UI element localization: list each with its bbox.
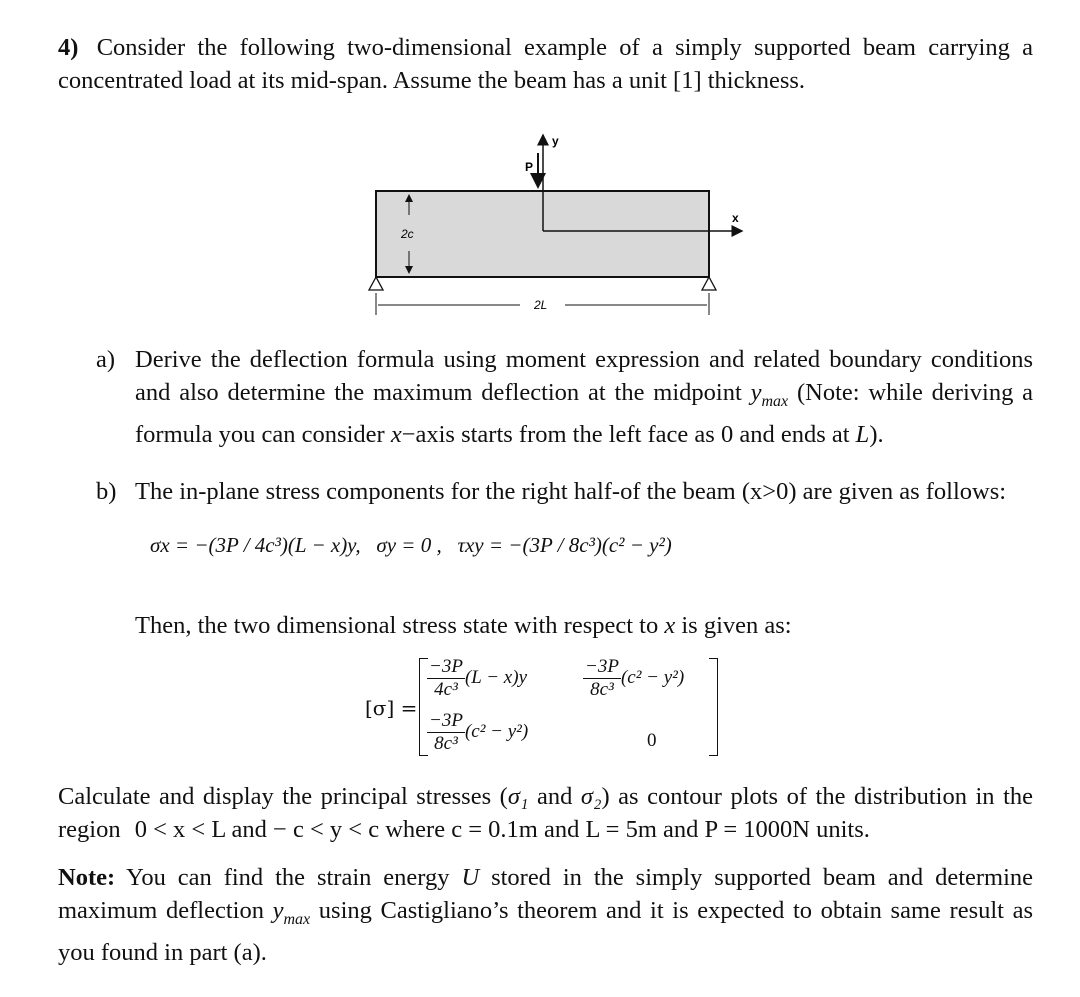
m21-tail: (c² − y²) <box>464 720 529 742</box>
m11-tail: (L − x)y <box>464 666 528 688</box>
m11-den: 4c³ <box>434 679 458 700</box>
problem-intro-text: Consider the following two-dimensional example of a simply supported beam carrying a concentrated load at its mid-span. Assume the beam has a unit [1] thickness. <box>58 34 1033 94</box>
part-b-text: The in-plane stress components for the right half-of the beam (x>0) are given as follows: <box>135 478 1007 505</box>
calc-and: and <box>536 783 573 810</box>
part-a <box>96 343 1033 451</box>
stress-matrix <box>365 656 725 758</box>
calc-text2: ) as contour plots of the distribution in the region <box>58 783 1034 843</box>
y-axis-label: y <box>552 134 559 148</box>
ymax-symbol: y <box>750 379 762 406</box>
calc-region: 0 < x < L and − c < y < c where c = 0.1m and L = 5m and P = 1000N units. <box>134 816 870 843</box>
note-text1: You can find the strain energy <box>126 864 450 891</box>
calc-sigma1: σ₁ <box>507 783 529 810</box>
note-ymax-symbol: y <box>272 897 284 924</box>
ymax-subscript: max <box>761 392 789 410</box>
part-a-note-mid: −axis starts from the left face as 0 and ends at <box>401 420 850 448</box>
then-end: is given as: <box>681 612 792 639</box>
calc-text1: Calculate and display the principal stresses ( <box>58 783 508 810</box>
note-label: Note: <box>58 864 116 891</box>
part-a-note-start: (Note: while deriving a formula you can consider <box>135 379 1034 448</box>
calc-sigma2: σ₂ <box>580 783 602 810</box>
part-a-label: a) <box>96 346 116 373</box>
m21-num: −3P <box>429 710 463 731</box>
then-text: Then, the two dimensional stress state with respect to <box>135 612 659 639</box>
load-label: P <box>525 160 534 174</box>
part-b-label: b) <box>96 478 117 505</box>
m12-den: 8c³ <box>590 679 614 700</box>
part-a-ymax <box>750 379 789 410</box>
x-axis-label: x <box>732 211 739 225</box>
eq-tau-xy: τxy = −(3P / 8c³)(c² − y²) <box>457 533 672 557</box>
m11-num: −3P <box>429 656 463 677</box>
note-ymax-subscript: max <box>283 910 311 928</box>
m12-tail: (c² − y²) <box>620 666 685 688</box>
beam-figure <box>360 125 760 320</box>
left-support-icon <box>369 277 383 290</box>
matrix-cell-22: 0 <box>647 730 657 751</box>
height-label: 2c <box>401 227 414 241</box>
m12-num: −3P <box>585 656 619 677</box>
note-text3: using Castigliano’s theorem and it is expected to obtain same result as you found in part (a). <box>58 897 1034 966</box>
note-paragraph <box>58 861 1033 969</box>
eq-sigma-x: σx = −(3P / 4c³)(L − x)y, <box>150 533 361 557</box>
matrix-cell-12 <box>583 656 684 701</box>
right-support-icon <box>702 277 716 290</box>
m21-den: 8c³ <box>434 733 458 754</box>
part-a-text: Derive the deflection formula using moment expression and related boundary conditions and also determine the maximum deflection at the midpoint <box>135 346 1033 406</box>
then-var: x <box>664 612 676 639</box>
part-a-body <box>135 343 1033 451</box>
part-a-axis-var: x <box>390 420 402 448</box>
stress-equations <box>150 533 672 558</box>
note-U: U <box>461 864 480 891</box>
calculate-paragraph <box>58 780 1033 846</box>
problem-number: 4) <box>58 34 79 61</box>
problem-intro <box>58 31 1033 97</box>
part-a-end-var: L <box>855 420 870 448</box>
span-label: 2L <box>534 298 548 312</box>
part-a-note-end: ). <box>869 420 884 448</box>
note-text2: stored in the simply supported beam and determine maximum deflection <box>58 864 1034 924</box>
then-line <box>135 609 1035 642</box>
matrix-right-bracket <box>709 658 718 756</box>
matrix-cell-21 <box>427 710 528 755</box>
part-b <box>96 475 1033 508</box>
matrix-lhs: [σ] = <box>365 696 418 720</box>
eq-sigma-y: σy = 0 , <box>376 533 442 557</box>
note-ymax <box>272 897 311 928</box>
matrix-cell-11 <box>427 656 527 701</box>
